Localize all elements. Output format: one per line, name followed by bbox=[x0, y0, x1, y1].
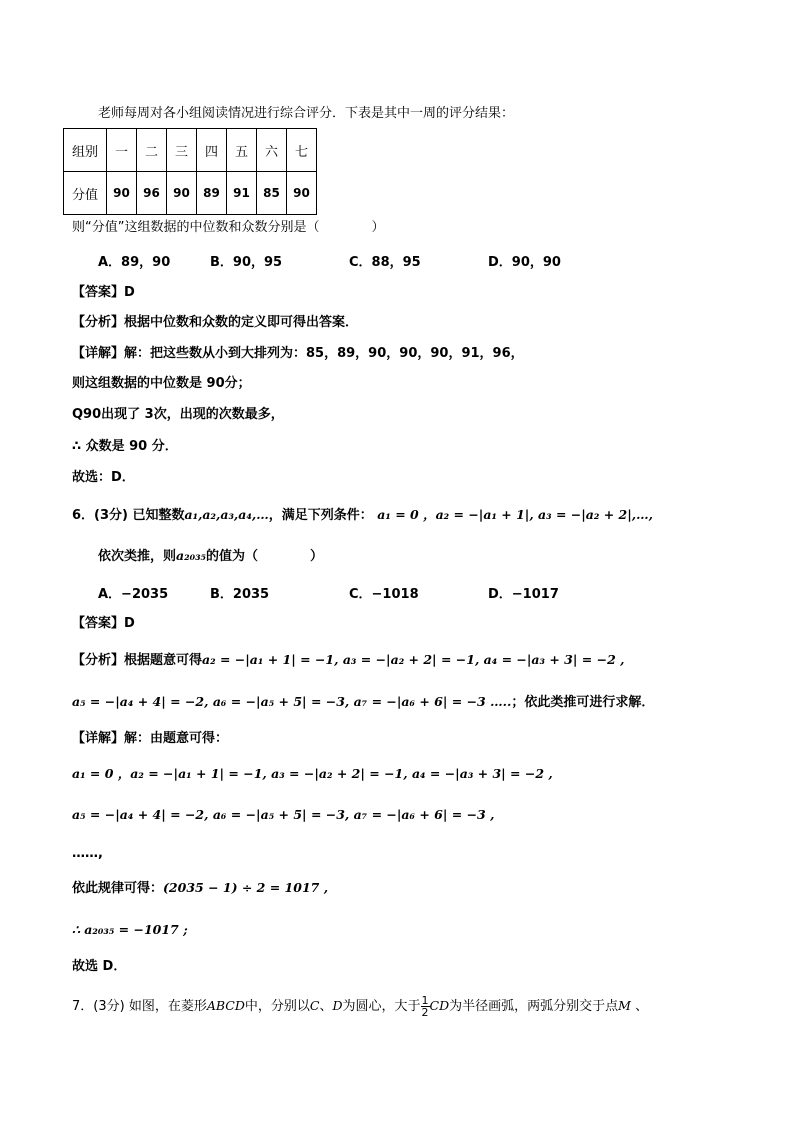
q6-sequence: a₁,a₂,a₃,a₄,… bbox=[184, 507, 269, 522]
q7-point-d: D bbox=[332, 998, 343, 1013]
table-cell: 85 bbox=[257, 172, 287, 215]
q6-stem-mid: ，满足下列条件： bbox=[268, 508, 373, 523]
q6-analysis bbox=[72, 651, 624, 670]
table-cell: 三 bbox=[167, 129, 197, 172]
table-cell: 组别 bbox=[64, 129, 107, 172]
option-b: B．90，95 bbox=[210, 255, 283, 270]
q5-detail-2: 则这组数据的中位数是 90分； bbox=[72, 376, 251, 391]
q6-result-formula: ∴ a₂₀₃₅ = −1017 ; bbox=[72, 922, 188, 937]
q6-rule-formula: (2035 − 1) ÷ 2 = 1017 , bbox=[163, 880, 329, 895]
table-cell: 一 bbox=[107, 129, 137, 172]
q7-frac-num: 1 bbox=[421, 994, 429, 1007]
table-row bbox=[64, 129, 317, 172]
table-cell: 二 bbox=[137, 129, 167, 172]
q6-stem-line2 bbox=[98, 547, 323, 566]
q5-analysis: 【分析】根据中位数和众数的定义即可得出答案． bbox=[72, 315, 359, 330]
q7-frac-den: 2 bbox=[421, 1006, 429, 1019]
q6-detail-formula-1-text: a₁ = 0 ，a₂ = −|a₁ + 1| = −1, a₃ = −|a₂ + 2| = −1, a₄ = −|a₃ + 3| = −2 , bbox=[72, 766, 553, 781]
q7-mid-1: 中，分别以 bbox=[244, 999, 310, 1014]
option-a: A．89，90 bbox=[98, 255, 171, 270]
q6-line2-prefix: 依次类推，则 bbox=[98, 549, 177, 564]
option-a: A．−2035 bbox=[98, 587, 169, 602]
q6-analysis-prefix: 【分析】根据题意可得 bbox=[72, 653, 203, 668]
table-cell: 五 bbox=[227, 129, 257, 172]
q5-question: 则“分值”这组数据的中位数和众数分别是（ ） bbox=[72, 220, 385, 235]
table-cell: 四 bbox=[197, 129, 227, 172]
table-cell: 89 bbox=[197, 172, 227, 215]
q7-rhombus-name: ABCD bbox=[206, 998, 245, 1013]
table-cell: 分值 bbox=[64, 172, 107, 215]
table-cell: 90 bbox=[107, 172, 137, 215]
q7-point-c: C bbox=[309, 998, 320, 1013]
table-cell: 96 bbox=[137, 172, 167, 215]
q7-fraction bbox=[421, 995, 430, 1018]
q6-detail-formula-2-text: a₅ = −|a₄ + 4| = −2, a₆ = −|a₅ + 5| = −3, a₇ = −|a₆ + 6| = −3 , bbox=[72, 807, 495, 822]
q6-condition: a₁ = 0 ，a₂ = −|a₁ + 1|, a₃ = −|a₂ + 2|,…, bbox=[377, 507, 654, 522]
q5-detail-1: 【详解】解：把这些数从小到大排列为：85，89，90，90，90，91，96， bbox=[72, 346, 524, 361]
q6-analysis-suffix: ；依此类推可进行求解． bbox=[511, 695, 655, 710]
q6-choose: 故选 D． bbox=[72, 959, 127, 974]
option-b: B．2035 bbox=[210, 587, 270, 602]
q6-detail-formula-1 bbox=[72, 765, 553, 784]
q5-intro: 老师每周对各小组阅读情况进行综合评分．下表是其中一周的评分结果： bbox=[98, 106, 515, 121]
q5-answer: 【答案】D bbox=[72, 285, 135, 300]
q7-tail: 、 bbox=[635, 999, 649, 1014]
option-d: D．−1017 bbox=[488, 587, 559, 602]
option-c: C．88，95 bbox=[349, 255, 421, 270]
option-c: C．−1018 bbox=[349, 587, 419, 602]
q6-target-term: a₂₀₃₅ bbox=[176, 548, 207, 563]
q6-detail-formula-2 bbox=[72, 806, 494, 825]
q6-line2-suffix: 的值为（ ） bbox=[206, 549, 324, 564]
q7-mid-2: 为圆心，大于 bbox=[342, 999, 421, 1014]
q7-mid-3: 为半径画弧，两弧分别交于点 bbox=[449, 999, 619, 1014]
q7-stem bbox=[72, 995, 648, 1018]
q6-analysis-formula-2: a₅ = −|a₄ + 4| = −2, a₆ = −|a₅ + 5| = −3, a₇ = −|a₆ + 6| = −3 ….. bbox=[72, 694, 512, 709]
q7-segment-cd: CD bbox=[429, 998, 450, 1013]
q6-analysis-formula-1: a₂ = −|a₁ + 1| = −1, a₃ = −|a₂ + 2| = −1, a₄ = −|a₃ + 3| = −2 , bbox=[202, 652, 625, 667]
option-d: D．90，90 bbox=[488, 255, 561, 270]
score-table bbox=[63, 128, 317, 215]
q7-point-m: M bbox=[618, 998, 631, 1013]
q5-choose: 故选：D． bbox=[72, 470, 135, 485]
table-cell: 90 bbox=[287, 172, 317, 215]
q5-detail-4: ∴ 众数是 90 分． bbox=[72, 439, 178, 454]
q6-rule-prefix: 依此规律可得： bbox=[72, 881, 164, 896]
q6-answer: 【答案】D bbox=[72, 616, 135, 631]
q6-detail-rule bbox=[72, 879, 328, 898]
q7-sep: 、 bbox=[319, 999, 333, 1014]
table-row bbox=[64, 172, 317, 215]
q6-detail-result bbox=[72, 921, 188, 940]
table-cell: 90 bbox=[167, 172, 197, 215]
q6-stem-prefix: 6．(3分) 已知整数 bbox=[72, 508, 185, 523]
q6-detail-head: 【详解】解：由题意可得： bbox=[72, 731, 229, 746]
q5-detail-3: Q90出现了 3次，出现的次数最多， bbox=[72, 407, 284, 422]
table-cell: 91 bbox=[227, 172, 257, 215]
q6-detail-dots: ……, bbox=[72, 846, 103, 861]
table-cell: 六 bbox=[257, 129, 287, 172]
q6-analysis-line2 bbox=[72, 693, 654, 712]
table-cell: 七 bbox=[287, 129, 317, 172]
q7-stem-prefix: 7．(3分) 如图，在菱形 bbox=[72, 999, 207, 1014]
q6-stem bbox=[72, 506, 653, 525]
